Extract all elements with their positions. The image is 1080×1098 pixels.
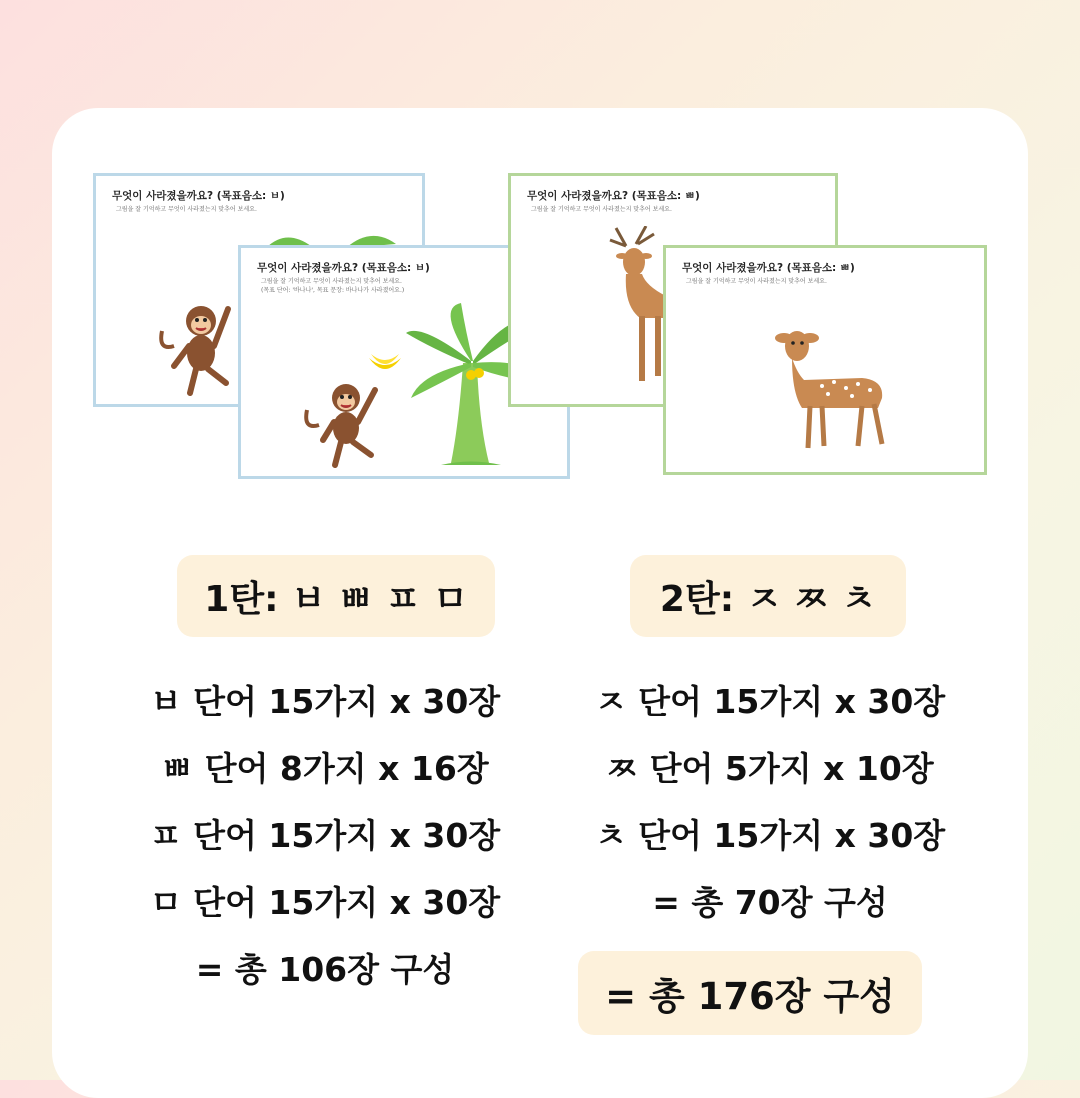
set2-line-jj: ㅉ 단어 5가지 x 10장 — [606, 749, 934, 788]
fawn-illustration — [762, 318, 892, 453]
card-note: (목표 단어: '바나나', 목표 문장: 바나나가 사라졌어요.) — [261, 287, 405, 294]
card-title: 무엇이 사라졌을까요? (목표음소: ㅃ) — [682, 262, 855, 274]
grand-total-text: = 총 176장 구성 — [605, 975, 895, 1018]
set1-line-b: ㅂ 단어 15가지 x 30장 — [149, 682, 501, 721]
monkey-illustration — [156, 291, 246, 401]
card-subtitle: 그림을 잘 기억하고 무엇이 사라졌는지 맞추어 보세요. — [261, 278, 402, 285]
card-subtitle: 그림을 잘 기억하고 무엇이 사라졌는지 맞추어 보세요. — [686, 278, 827, 285]
preview-card-deer-front — [663, 245, 987, 475]
banana-illustration — [365, 350, 405, 380]
card-title: 무엇이 사라졌을까요? (목표음소: ㅂ) — [257, 262, 430, 274]
set2-heading — [630, 555, 906, 637]
card-title: 무엇이 사라졌을까요? (목표음소: ㅃ) — [527, 190, 700, 202]
set1-heading — [177, 555, 495, 637]
set1-heading-text: 1탄: ㅂ ㅃ ㅍ ㅁ — [204, 578, 468, 620]
card-subtitle: 그림을 잘 기억하고 무엇이 사라졌는지 맞추어 보세요. — [116, 206, 257, 213]
set2-total: = 총 70장 구성 — [652, 883, 888, 922]
set1-line-p: ㅍ 단어 15가지 x 30장 — [149, 816, 501, 855]
set1-line-bb: ㅃ 단어 8가지 x 16장 — [161, 749, 489, 788]
set1-line-m: ㅁ 단어 15가지 x 30장 — [149, 883, 501, 922]
set2-line-ch: ㅊ 단어 15가지 x 30장 — [594, 816, 946, 855]
monkey-illustration — [301, 370, 391, 470]
set2-heading-text: 2탄: ㅈ ㅉ ㅊ — [659, 578, 877, 620]
grand-total-badge — [578, 951, 922, 1035]
card-subtitle: 그림을 잘 기억하고 무엇이 사라졌는지 맞추어 보세요. — [531, 206, 672, 213]
card-title: 무엇이 사라졌을까요? (목표음소: ㅂ) — [112, 190, 285, 202]
set1-total: = 총 106장 구성 — [195, 950, 455, 989]
set2-line-j: ㅈ 단어 15가지 x 30장 — [594, 682, 946, 721]
